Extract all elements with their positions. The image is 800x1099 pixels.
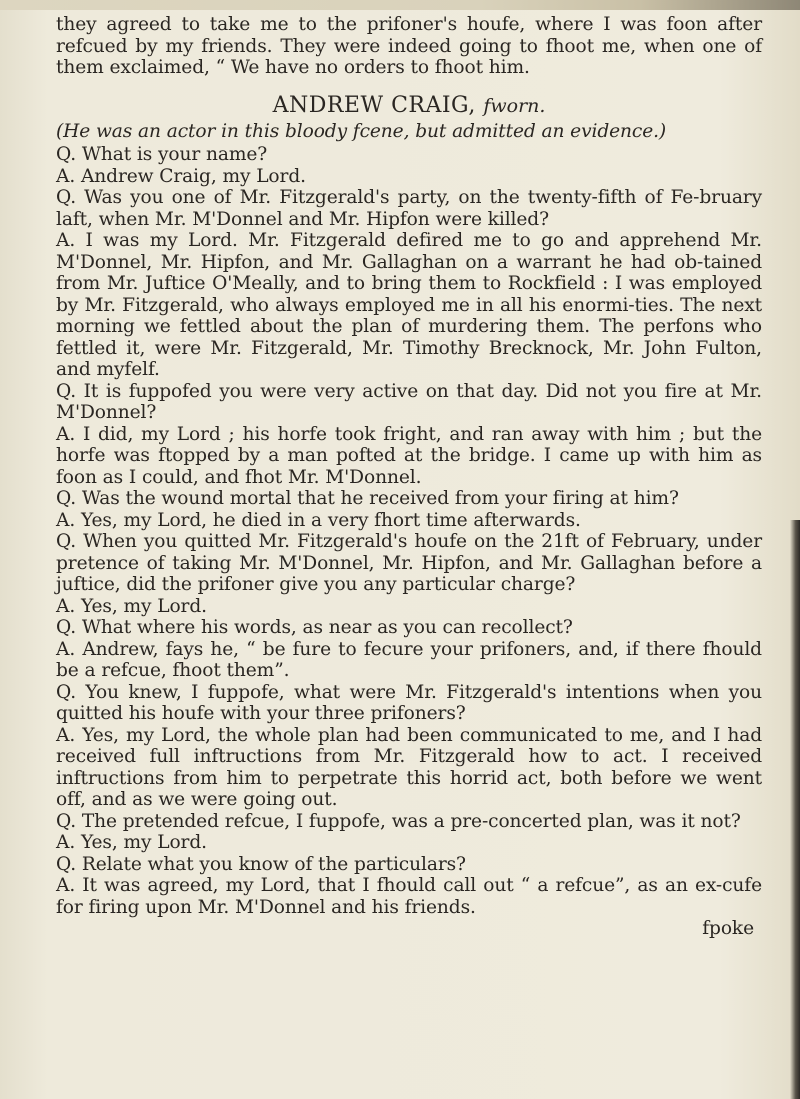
question: Q. What is your name?: [56, 144, 268, 165]
question: Q. Was you one of Mr. Fitzgerald's party, on the twenty-fifth of Fe-bruary laft, when Mr. M'Donnel and Mr. Hipfon were killed?: [56, 187, 762, 230]
text-block: [56, 14, 762, 940]
answer: A. I was my Lord. Mr. Fitzgerald defired me to go and apprehend Mr. M'Donnel, Mr. Hipfon, and Mr. Gallaghan on a warrant he had ob-tained from Mr. Juftice O'Meally, and to bring them to Rockfield : I was employed by Mr. Fitzgerald, who always employed me in all his enormi-ties. The next morning we fettled about the plan of murdering them. The perfons who fettled it, were Mr. Fitzgerald, Mr. Timothy Brecknock, Mr. John Fulton, and myfelf.: [56, 230, 762, 380]
answer: A. Yes, my Lord.: [56, 595, 207, 617]
page-binding-shadow: [790, 520, 800, 1099]
answer: A. Yes, my Lord, he died in a very fhort time afterwards.: [56, 509, 581, 531]
question: Q. When you quitted Mr. Fitzgerald's houfe on the 21ft of February, under pretence of taking Mr. M'Donnel, Mr. Hipfon, and Mr. Gallaghan before a juftice, did the prifoner give you any particular charge?: [56, 531, 762, 595]
answer: A. Andrew, fays he, “ be fure to fecure your prifoners, and, if there fhould be a refcue, fhoot them”.: [56, 638, 762, 681]
witness-heading: [56, 93, 762, 119]
question: Q. It is fuppofed you were very active on that day. Did not you fire at Mr. M'Donnel?: [56, 380, 762, 423]
witness-sworn: fworn.: [483, 94, 546, 117]
answer: A. Yes, my Lord.: [56, 832, 207, 853]
answer: A. Yes, my Lord, the whole plan had been communicated to me, and I had received full inftructions from Mr. Fitzgerald how to act. I received inftructions from him to perpetrate this horrid act, both before we went off, and as we were going out.: [56, 724, 762, 810]
answer: A. Andrew Craig, my Lord.: [56, 165, 306, 187]
question: Q. Was the wound mortal that he received from your firing at him?: [56, 488, 679, 509]
catchword: fpoke: [702, 918, 754, 939]
page-top-strip: [0, 0, 800, 10]
answer: A. I did, my Lord ; his horfe took fright, and ran away with him ; but the horfe was ftopped by a man pofted at the bridge. I came up with him as foon as I could, and fhot Mr. M'Donnel.: [56, 423, 762, 488]
answer: A. It was agreed, my Lord, that I fhould call out “ a refcue”, as an ex-cufe for firing upon Mr. M'Donnel and his friends.: [56, 875, 762, 918]
question: Q. The pretended refcue, I fuppofe, was a pre-concerted plan, was it not?: [56, 810, 741, 832]
question: Q. You knew, I fuppofe, what were Mr. Fitzgerald's intentions when you quitted his houfe with your three prifoners?: [56, 681, 762, 724]
question: Q. Relate what you know of the particulars?: [56, 853, 466, 875]
stage-direction: (He was an actor in this bloody fcene, but admitted an evidence.): [56, 120, 667, 142]
question: Q. What where his words, as near as you can recollect?: [56, 617, 573, 638]
paragraph-intro: they agreed to take me to the prifoner's houfe, where I was foon after refcued by my friends. They were indeed going to fhoot me, when one of them exclaimed, “ We have no orders to fhoot him.: [56, 14, 762, 78]
witness-name: ANDREW CRAIG,: [272, 92, 476, 118]
